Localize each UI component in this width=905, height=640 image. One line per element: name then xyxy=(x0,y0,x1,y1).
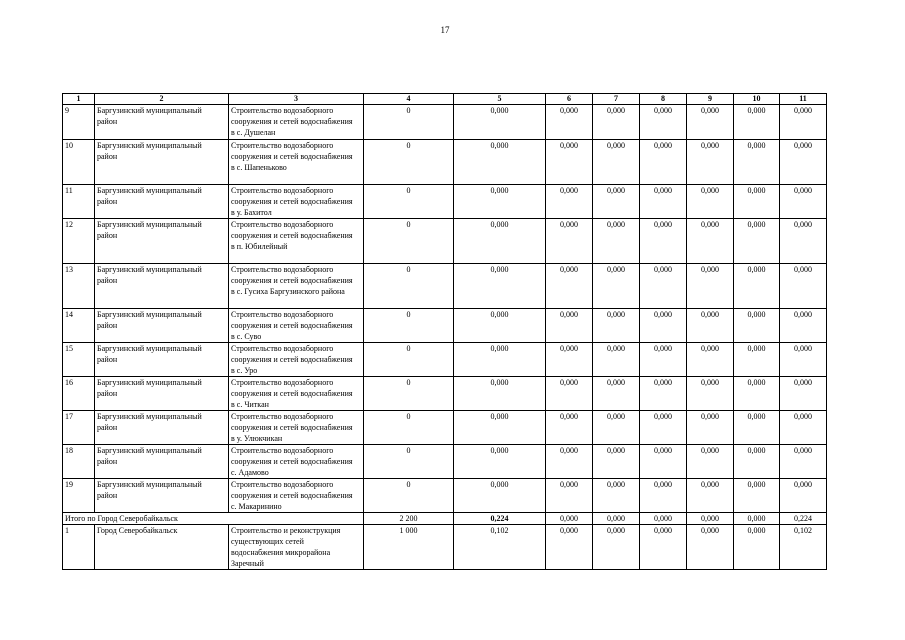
value-cell: 0 xyxy=(364,479,454,513)
value-cell: 0,000 xyxy=(780,264,827,309)
row-number-cell: 14 xyxy=(63,309,95,343)
value-cell: 0,000 xyxy=(734,343,780,377)
value-cell: 0 xyxy=(364,264,454,309)
value-cell: 1 000 xyxy=(364,525,454,570)
project-cell xyxy=(229,479,364,513)
district-line: район xyxy=(97,197,118,206)
row-number-cell: 10 xyxy=(63,140,95,185)
value-cell: 0,000 xyxy=(687,513,734,525)
project-line: Строительство водозаборного xyxy=(231,344,334,353)
value-cell: 0,000 xyxy=(454,377,546,411)
value-cell: 0,000 xyxy=(734,185,780,219)
project-line: сооружения и сетей водоснабжения xyxy=(231,197,353,206)
value-cell: 0 xyxy=(364,445,454,479)
header-cell: 2 xyxy=(95,94,229,105)
value-cell: 0,000 xyxy=(640,479,687,513)
project-cell xyxy=(229,219,364,264)
value-cell: 0,000 xyxy=(546,525,593,570)
project-line: Строительство водозаборного xyxy=(231,412,334,421)
value-cell: 0,000 xyxy=(780,411,827,445)
value-cell: 0,000 xyxy=(593,377,640,411)
value-cell: 0,000 xyxy=(546,343,593,377)
value-cell: 0,000 xyxy=(640,140,687,185)
district-line: Баргузинский муниципальный xyxy=(97,220,202,229)
project-line: в с. Шапеньково xyxy=(231,163,287,172)
district-cell xyxy=(95,377,229,411)
value-cell: 0,000 xyxy=(454,309,546,343)
value-cell: 0,000 xyxy=(454,445,546,479)
project-line: в у. Улюкчикан xyxy=(231,434,283,443)
project-line: с. Адамово xyxy=(231,468,269,477)
district-cell xyxy=(95,185,229,219)
header-cell: 3 xyxy=(229,94,364,105)
value-cell: 0 xyxy=(364,140,454,185)
row-number-cell: 19 xyxy=(63,479,95,513)
value-cell: 0,000 xyxy=(780,479,827,513)
row-number-cell: 11 xyxy=(63,185,95,219)
value-cell: 0,000 xyxy=(454,264,546,309)
district-line: Баргузинский муниципальный xyxy=(97,378,202,387)
district-line: Баргузинский муниципальный xyxy=(97,186,202,195)
project-line: в с. Гусиха Баргузинского района xyxy=(231,287,345,296)
value-cell: 0,000 xyxy=(687,105,734,140)
row-number-cell: 16 xyxy=(63,377,95,411)
value-cell: 0,000 xyxy=(593,309,640,343)
district-line: Баргузинский муниципальный xyxy=(97,412,202,421)
district-line: район xyxy=(97,117,118,126)
district-cell xyxy=(95,309,229,343)
project-line: сооружения и сетей водоснабжения xyxy=(231,355,353,364)
value-cell: 0,000 xyxy=(640,264,687,309)
value-cell: 0,000 xyxy=(640,445,687,479)
project-line: сооружения и сетей водоснабжения xyxy=(231,423,353,432)
value-cell: 0,000 xyxy=(546,479,593,513)
project-line: сооружения и сетей водоснабжения xyxy=(231,152,353,161)
project-line: с. Макаринино xyxy=(231,502,282,511)
value-cell: 0,000 xyxy=(780,140,827,185)
table-row xyxy=(63,377,827,411)
value-cell: 0,000 xyxy=(687,343,734,377)
header-cell: 4 xyxy=(364,94,454,105)
value-cell: 0,000 xyxy=(687,140,734,185)
value-cell: 0,000 xyxy=(593,105,640,140)
project-line: Строительство и реконструкция xyxy=(231,526,341,535)
total-label-cell: Итого по Город Северобайкальск xyxy=(63,513,364,525)
project-line: существующих сетей xyxy=(231,537,304,546)
project-cell xyxy=(229,445,364,479)
project-cell xyxy=(229,140,364,185)
value-cell: 0,000 xyxy=(687,309,734,343)
table-row xyxy=(63,185,827,219)
value-cell: 0 xyxy=(364,343,454,377)
value-cell: 0,000 xyxy=(640,525,687,570)
district-line: Баргузинский муниципальный xyxy=(97,265,202,274)
value-cell: 0,000 xyxy=(546,105,593,140)
district-cell xyxy=(95,479,229,513)
district-cell xyxy=(95,445,229,479)
value-cell: 0,000 xyxy=(687,525,734,570)
value-cell: 0,000 xyxy=(593,525,640,570)
project-line: сооружения и сетей водоснабжения xyxy=(231,231,353,240)
value-cell: 0,000 xyxy=(640,377,687,411)
project-cell xyxy=(229,105,364,140)
value-cell: 0,000 xyxy=(546,309,593,343)
value-cell: 0,000 xyxy=(687,479,734,513)
value-cell: 0,000 xyxy=(734,140,780,185)
value-cell: 0,000 xyxy=(593,219,640,264)
header-cell: 8 xyxy=(640,94,687,105)
project-cell xyxy=(229,343,364,377)
value-cell: 0,000 xyxy=(734,219,780,264)
district-line: район xyxy=(97,355,118,364)
district-line: район xyxy=(97,276,118,285)
value-cell: 0,000 xyxy=(593,185,640,219)
project-line: Строительство водозаборного xyxy=(231,480,334,489)
project-line: в п. Юбилейный xyxy=(231,242,288,251)
header-cell: 11 xyxy=(780,94,827,105)
project-line: сооружения и сетей водоснабжения xyxy=(231,117,353,126)
value-cell: 0,000 xyxy=(687,185,734,219)
value-cell: 0,000 xyxy=(780,377,827,411)
value-cell: 0,224 xyxy=(780,513,827,525)
project-line: в у. Бахитол xyxy=(231,208,272,217)
value-cell: 0,224 xyxy=(454,513,546,525)
project-line: сооружения и сетей водоснабжения xyxy=(231,457,353,466)
project-line: сооружения и сетей водоснабжения xyxy=(231,491,353,500)
project-line: Строительство водозаборного xyxy=(231,446,334,455)
value-cell: 0,000 xyxy=(546,185,593,219)
district-line: Баргузинский муниципальный xyxy=(97,141,202,150)
row-number-cell: 18 xyxy=(63,445,95,479)
header-cell: 1 xyxy=(63,94,95,105)
project-cell xyxy=(229,309,364,343)
project-line: Строительство водозаборного xyxy=(231,378,334,387)
project-line: Строительство водозаборного xyxy=(231,186,334,195)
row-number-cell: 9 xyxy=(63,105,95,140)
value-cell: 0,000 xyxy=(593,513,640,525)
project-line: в с. Читкан xyxy=(231,400,269,409)
project-cell xyxy=(229,411,364,445)
value-cell: 0 xyxy=(364,309,454,343)
value-cell: 0,000 xyxy=(546,377,593,411)
data-table xyxy=(62,93,827,570)
table-row xyxy=(63,309,827,343)
value-cell: 0,000 xyxy=(454,479,546,513)
header-cell: 10 xyxy=(734,94,780,105)
value-cell: 0 xyxy=(364,411,454,445)
value-cell: 0,000 xyxy=(640,343,687,377)
value-cell: 0,000 xyxy=(546,264,593,309)
value-cell: 0,000 xyxy=(687,445,734,479)
project-line: водоснабжения микрорайона xyxy=(231,548,331,557)
project-line: Строительство водозаборного xyxy=(231,106,334,115)
value-cell: 0,000 xyxy=(640,105,687,140)
value-cell: 0,000 xyxy=(734,377,780,411)
value-cell: 0,000 xyxy=(734,525,780,570)
value-cell: 0,000 xyxy=(546,140,593,185)
district-line: Баргузинский муниципальный xyxy=(97,446,202,455)
value-cell: 0,000 xyxy=(734,105,780,140)
district-line: район xyxy=(97,457,118,466)
row-number-cell: 13 xyxy=(63,264,95,309)
table-row xyxy=(63,219,827,264)
header-cell: 5 xyxy=(454,94,546,105)
district-line: район xyxy=(97,423,118,432)
table-row xyxy=(63,479,827,513)
value-cell: 0,000 xyxy=(780,219,827,264)
value-cell: 0,000 xyxy=(780,343,827,377)
project-line: Заречный xyxy=(231,559,264,568)
value-cell: 0,000 xyxy=(687,264,734,309)
total-row xyxy=(63,513,827,525)
value-cell: 0,102 xyxy=(454,525,546,570)
row-number-cell: 15 xyxy=(63,343,95,377)
value-cell: 0,000 xyxy=(454,343,546,377)
project-line: Строительство водозаборного xyxy=(231,265,334,274)
value-cell: 0,000 xyxy=(546,445,593,479)
header-cell: 9 xyxy=(687,94,734,105)
value-cell: 0,000 xyxy=(454,411,546,445)
project-cell xyxy=(229,525,364,570)
project-line: сооружения и сетей водоснабжения xyxy=(231,389,353,398)
header-cell: 6 xyxy=(546,94,593,105)
table-header-row xyxy=(63,94,827,105)
district-line: район xyxy=(97,231,118,240)
table-row xyxy=(63,105,827,140)
district-line: Баргузинский муниципальный xyxy=(97,344,202,353)
value-cell: 0,000 xyxy=(593,479,640,513)
value-cell: 0,000 xyxy=(734,309,780,343)
value-cell: 0,000 xyxy=(546,219,593,264)
value-cell: 0,000 xyxy=(593,140,640,185)
district-cell xyxy=(95,525,229,570)
value-cell: 0 xyxy=(364,377,454,411)
district-line: район xyxy=(97,491,118,500)
table-row xyxy=(63,411,827,445)
value-cell: 0,000 xyxy=(454,185,546,219)
value-cell: 0,000 xyxy=(593,445,640,479)
value-cell: 0 xyxy=(364,185,454,219)
value-cell: 0,000 xyxy=(546,513,593,525)
value-cell: 0 xyxy=(364,105,454,140)
value-cell: 2 200 xyxy=(364,513,454,525)
table-row xyxy=(63,445,827,479)
project-line: Строительство водозаборного xyxy=(231,141,334,150)
value-cell: 0,000 xyxy=(454,219,546,264)
district-cell xyxy=(95,105,229,140)
row-number-cell: 12 xyxy=(63,219,95,264)
project-cell xyxy=(229,185,364,219)
project-line: сооружения и сетей водоснабжения xyxy=(231,321,353,330)
project-line: Строительство водозаборного xyxy=(231,220,334,229)
district-cell xyxy=(95,264,229,309)
value-cell: 0,000 xyxy=(687,377,734,411)
value-cell: 0,000 xyxy=(546,411,593,445)
value-cell: 0,000 xyxy=(734,411,780,445)
district-cell xyxy=(95,140,229,185)
value-cell: 0,000 xyxy=(454,105,546,140)
value-cell: 0,000 xyxy=(640,411,687,445)
value-cell: 0,000 xyxy=(780,309,827,343)
value-cell: 0,000 xyxy=(734,513,780,525)
project-line: в с. Уро xyxy=(231,366,258,375)
header-cell: 7 xyxy=(593,94,640,105)
district-line: район xyxy=(97,152,118,161)
project-line: в с. Душелан xyxy=(231,128,276,137)
value-cell: 0,000 xyxy=(593,343,640,377)
value-cell: 0,102 xyxy=(780,525,827,570)
table-row xyxy=(63,140,827,185)
value-cell: 0,000 xyxy=(780,445,827,479)
district-cell xyxy=(95,411,229,445)
project-cell xyxy=(229,377,364,411)
value-cell: 0,000 xyxy=(640,185,687,219)
value-cell: 0,000 xyxy=(640,513,687,525)
page-number: 17 xyxy=(440,25,450,35)
district-cell xyxy=(95,343,229,377)
value-cell: 0,000 xyxy=(734,445,780,479)
row-number-cell: 17 xyxy=(63,411,95,445)
district-cell xyxy=(95,219,229,264)
value-cell: 0,000 xyxy=(780,105,827,140)
district-line: Город Северобайкальск xyxy=(97,526,178,535)
value-cell: 0,000 xyxy=(687,219,734,264)
table-body xyxy=(63,105,827,570)
project-line: Строительство водозаборного xyxy=(231,310,334,319)
value-cell: 0,000 xyxy=(640,219,687,264)
table-row xyxy=(63,343,827,377)
district-line: район xyxy=(97,389,118,398)
value-cell: 0 xyxy=(364,219,454,264)
row-number-cell: 1 xyxy=(63,525,95,570)
value-cell: 0,000 xyxy=(454,140,546,185)
project-line: сооружения и сетей водоснабжения xyxy=(231,276,353,285)
value-cell: 0,000 xyxy=(780,185,827,219)
district-line: Баргузинский муниципальный xyxy=(97,310,202,319)
district-line: Баргузинский муниципальный xyxy=(97,480,202,489)
value-cell: 0,000 xyxy=(734,264,780,309)
table-row xyxy=(63,525,827,570)
value-cell: 0,000 xyxy=(640,309,687,343)
table-row xyxy=(63,264,827,309)
value-cell: 0,000 xyxy=(687,411,734,445)
value-cell: 0,000 xyxy=(593,411,640,445)
district-line: район xyxy=(97,321,118,330)
district-line: Баргузинский муниципальный xyxy=(97,106,202,115)
value-cell: 0,000 xyxy=(593,264,640,309)
project-line: в с. Суво xyxy=(231,332,262,341)
project-cell xyxy=(229,264,364,309)
value-cell: 0,000 xyxy=(734,479,780,513)
